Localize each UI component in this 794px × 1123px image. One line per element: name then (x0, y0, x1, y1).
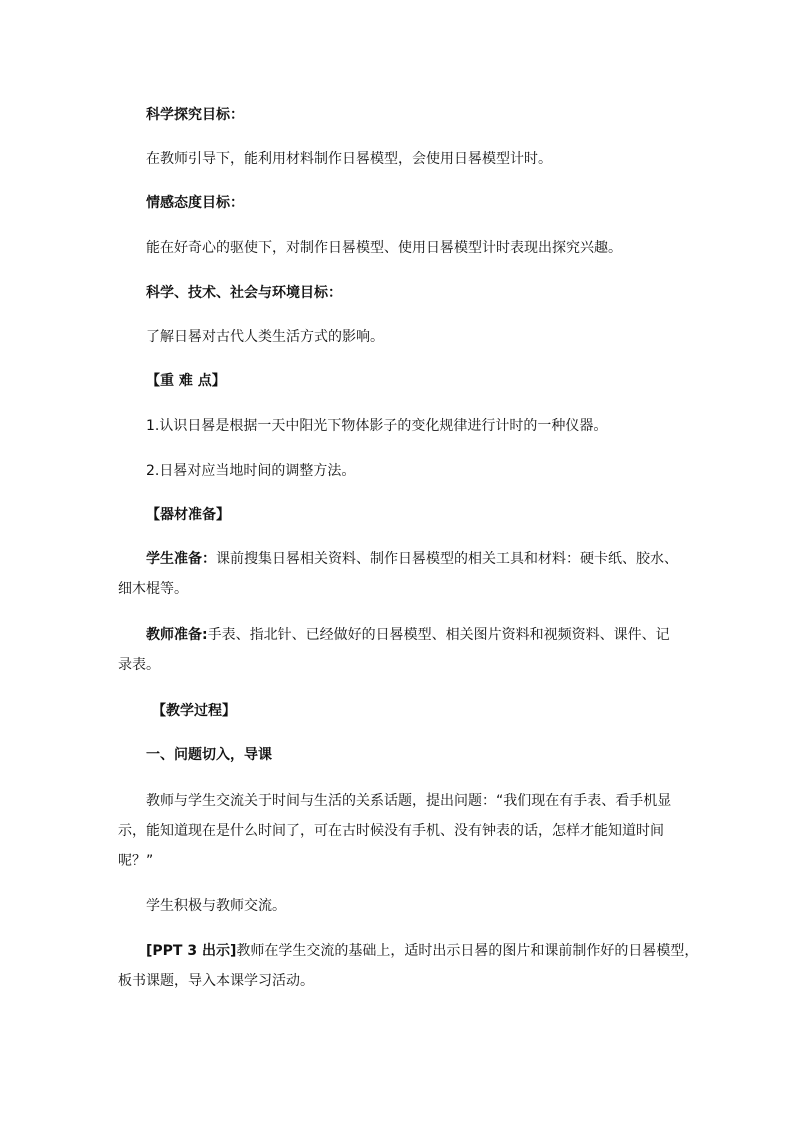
student-prep-text-1: 课前搜集日晷相关资料、制作日晷模型的相关工具和材料：硬卡纸、胶水、 (216, 551, 678, 567)
key-point-2: 2.日晷对应当地时间的调整方法。 (146, 463, 356, 479)
para-2: 学生积极与教师交流。 (146, 898, 286, 914)
para-3-label: [PPT 3 出示] (146, 943, 237, 959)
teacher-prep-label: 教师准备: (146, 627, 208, 643)
para-1-line-2: 示，能知道现在是什么时间了，可在古时候没有手机、没有钟表的话，怎样才能知道时间 (118, 823, 664, 839)
student-prep-text-2: 细木棍等。 (118, 581, 188, 597)
emotion-goal-heading: 情感态度目标： (146, 195, 244, 211)
section-1-heading: 一、问题切入，导课 (146, 747, 272, 763)
student-prep-label: 学生准备： (146, 551, 216, 567)
key-points-heading: 【重 难 点】 (146, 373, 226, 389)
stse-goal-heading: 科学、技术、社会与环境目标： (146, 285, 342, 301)
process-heading: 【教学过程】 (152, 703, 236, 719)
science-goal-heading: 科学探究目标： (146, 107, 244, 123)
para-3-text-1: 教师在学生交流的基础上，适时出示日晷的图片和课前制作好的日晷模型， (236, 943, 699, 959)
student-prep-line-1 (146, 550, 678, 568)
para-1-line-1: 教师与学生交流关于时间与生活的关系话题，提出问题：“我们现在有手表、看手机显 (146, 793, 672, 809)
para-3-line-1 (146, 942, 698, 960)
stse-goal-text: 了解日晷对古代人类生活方式的影响。 (146, 329, 384, 345)
teacher-prep-text-2: 录表。 (118, 657, 160, 673)
materials-heading: 【器材准备】 (146, 507, 230, 523)
para-3-line-2: 板书课题，导入本课学习活动。 (118, 973, 314, 989)
emotion-goal-text: 能在好奇心的驱使下，对制作日晷模型、使用日晷模型计时表现出探究兴趣。 (146, 240, 622, 256)
key-point-1: 1.认识日晷是根据一天中阳光下物体影子的变化规律进行计时的一种仪器。 (146, 418, 608, 434)
teacher-prep-line-1 (146, 626, 670, 644)
para-1-line-3: 呢？” (118, 853, 154, 869)
science-goal-text: 在教师引导下，能利用材料制作日晷模型，会使用日晷模型计时。 (146, 151, 552, 167)
teacher-prep-text-1: 手表、指北针、已经做好的日晷模型、相关图片资料和视频资料、课件、记 (207, 627, 670, 643)
